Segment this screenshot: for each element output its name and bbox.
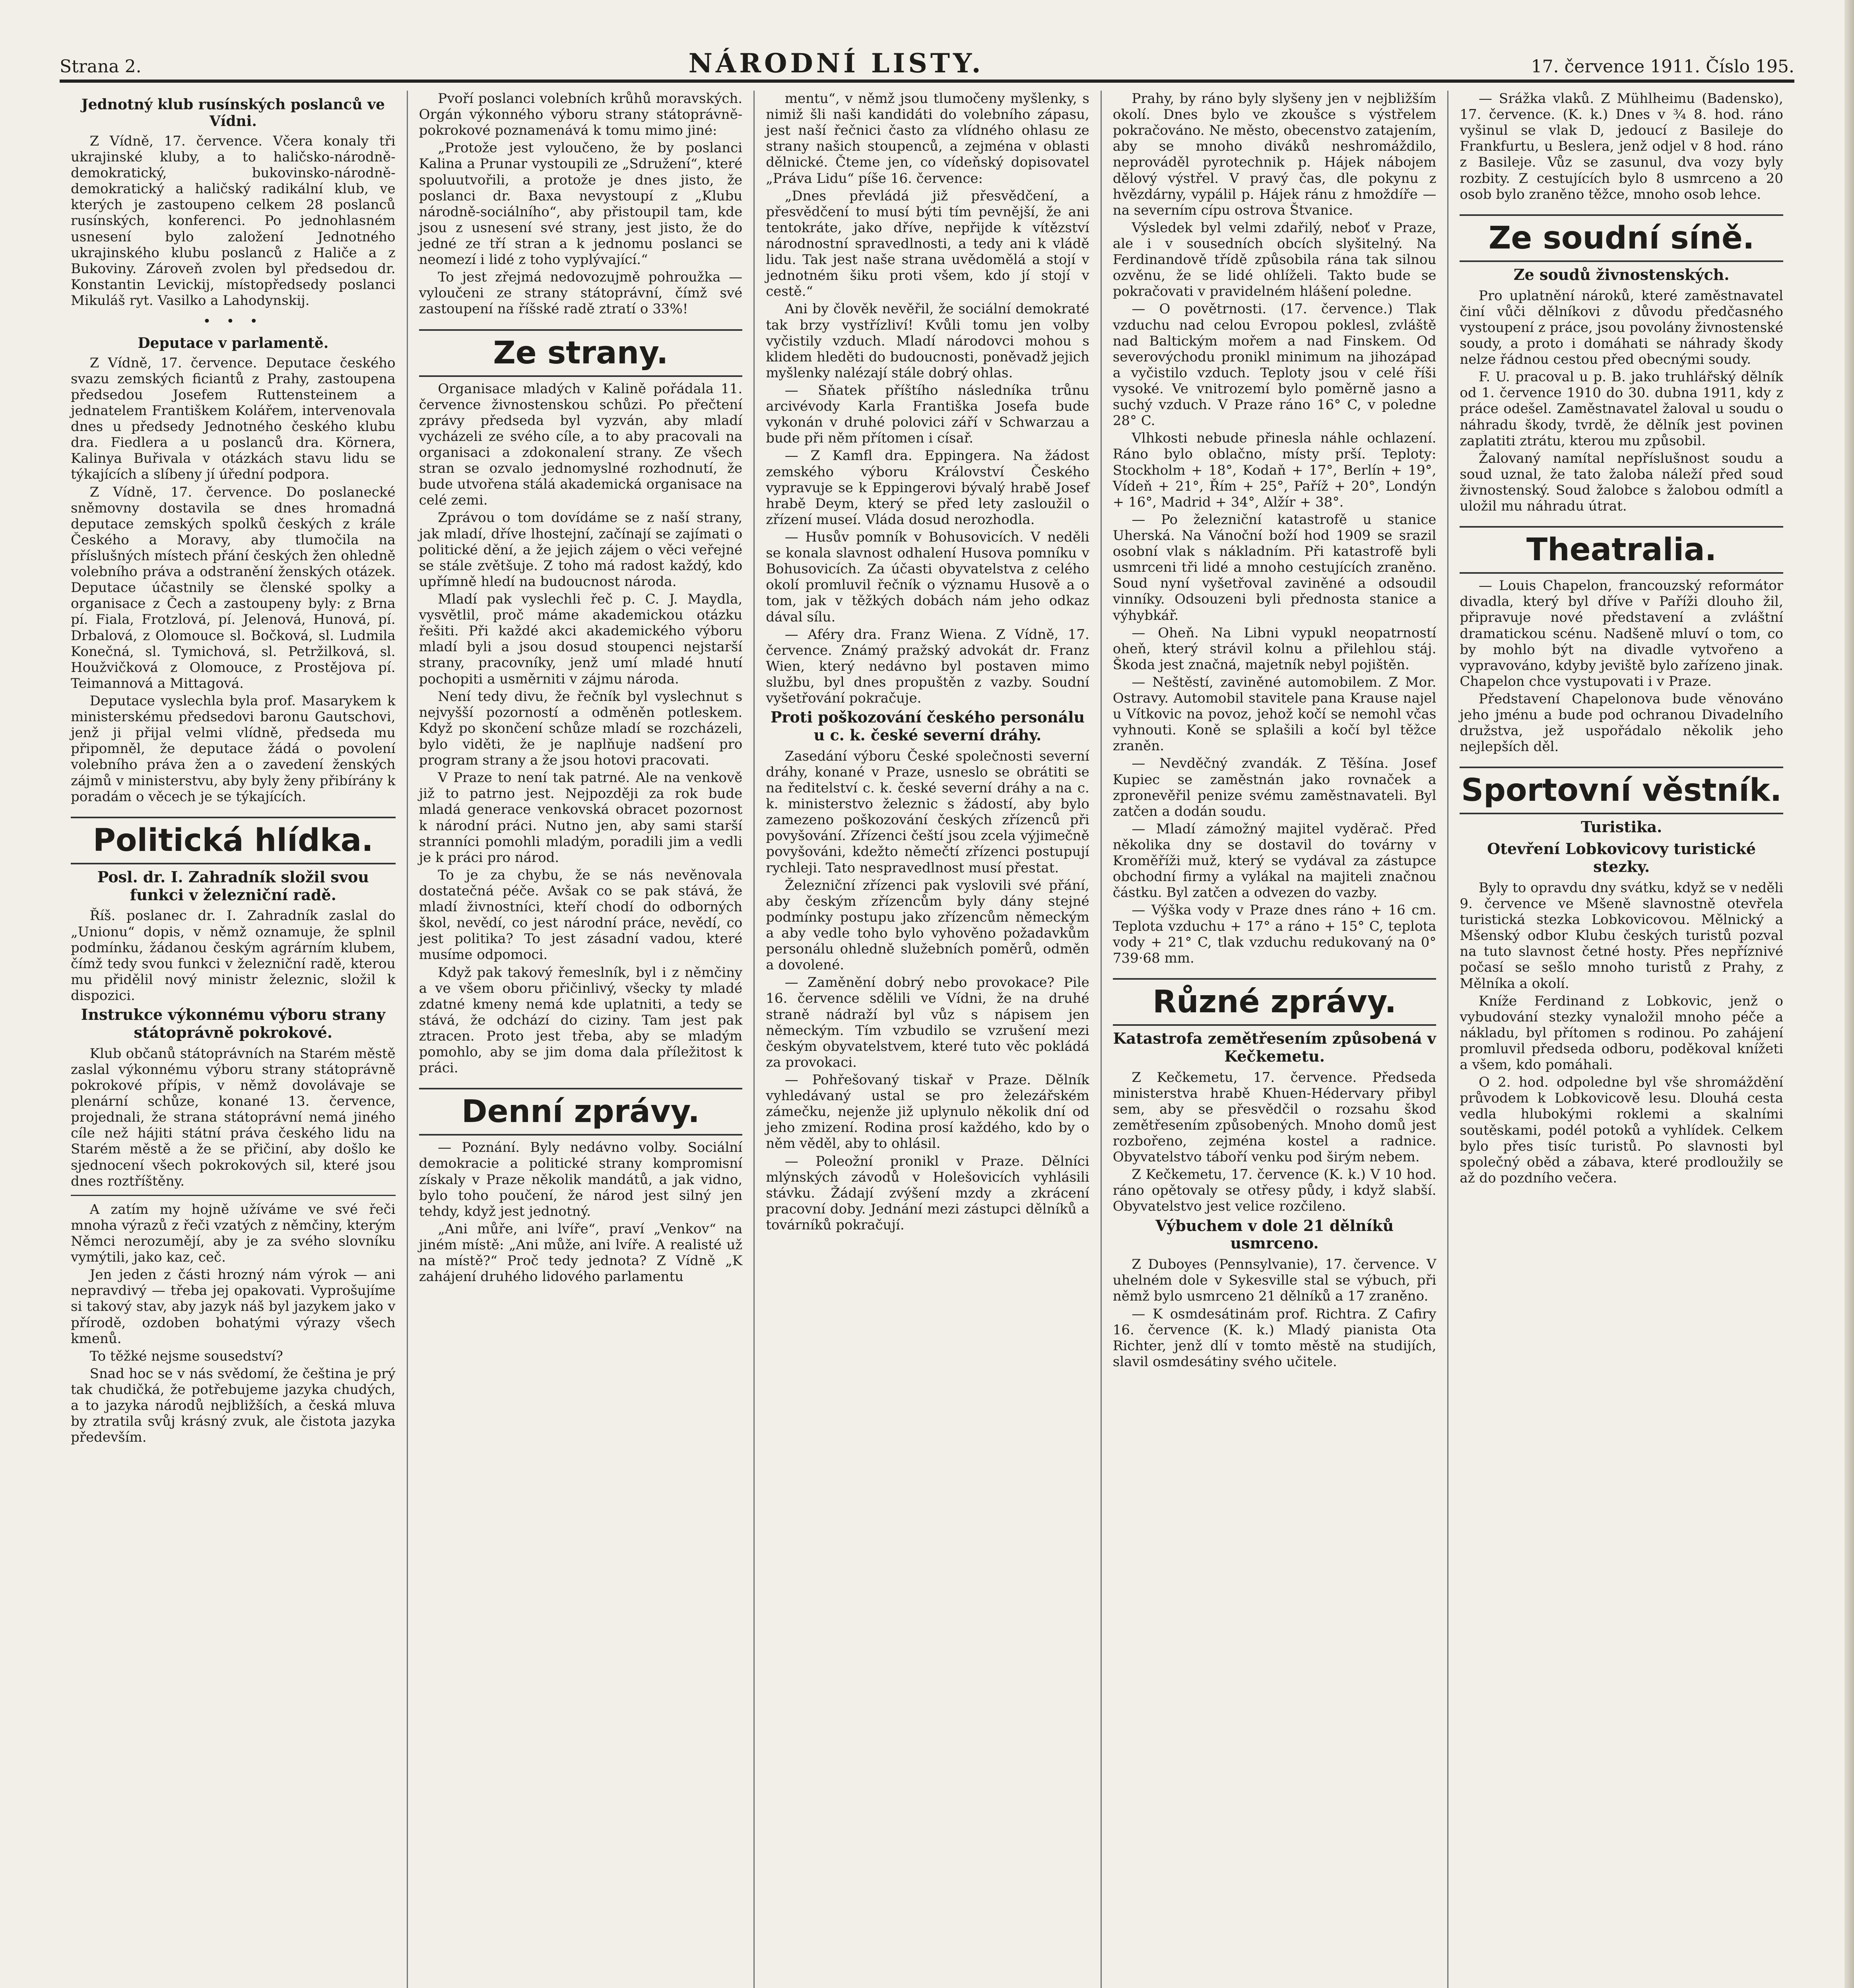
article-paragraph: — Poleožní pronikl v Praze. Dělníci mlýnských závodů v Holešovicích vyhlásili stávku. Žádají zvýšení mzdy a zkrácení pracovní doby. Jednání mezi zástupci dělníků a továrníků pokračují. — [766, 1153, 1089, 1233]
article-heading: Instrukce výkonnému výboru strany státoprávně pokrokové. — [81, 1006, 386, 1041]
article-paragraph: Zasedání výboru České společnosti severní dráhy, konané v Praze, usneslo se obrátiti se na ředitelství c. k. české severní dráhy a na c. k. ministerstvo železnic s žádostí, aby bylo zamezeno poškozování českých zřízenců při povyšování. Zřízenci čeští jsou zcela výjimečně povyšováni, kdežto němečtí zřízenci postupují rychleji. Tato nespravedlnost musí přestat. — [766, 748, 1089, 876]
article-paragraph: — Aféry dra. Franz Wiena. Z Vídně, 17. července. Známý pražský advokát dr. Franz Wien, který nedávno byl postaven mimo službu, byl dnes propuštěn z vazby. Soudní vyšetřování pokračuje. — [766, 626, 1089, 707]
column-1 — [60, 91, 407, 1988]
newspaper-title: NÁRODNÍ LISTY. — [688, 48, 984, 79]
article-paragraph: „Protože jest vyloučeno, že by poslanci Kalina a Prunar vystoupili ze „Sdružení“, které spoluutvořili, a protože je dnes jisto, že poslanci dr. Baxa nevystoupí z „Klubu národně-sociálního“, aby přistoupil tam, kde jsou z usnesení své strany, jest jisto, že do jedné ze tří stran a k jednomu poslanci se neomezí i lidé z toho vyplývající.“ — [419, 140, 743, 268]
article-heading: Jednotný klub rusínských poslanců ve Vídni. — [81, 96, 385, 130]
article-heading: Posl. dr. I. Zahradník složil svou funkci v železniční radě. — [97, 868, 369, 904]
article-paragraph: Představení Chapelonova bude věnováno jeho jménu a bude pod ochranou Divadelního družstva, jež uspořádalo několik jeho nejlepších děl. — [1460, 691, 1783, 755]
article-paragraph: Deputace vyslechla byla prof. Masarykem k ministerskému předsedovi baronu Gautschovi, jenž ji přijal velmi vlídně, předseda mu připomněl, že deputace žádá o povolení volebního práva žen a o zavedení ženských zájmů v ministerstvu, aby byly ženy přibírány k poradám o věcech je se týkajících. — [71, 693, 396, 805]
article-paragraph: „Dnes převládá již přesvědčení, a přesvědčení to musí býti tím pevnější, že ani tentokráte, jako dříve, nepřijde k vítězství národnostní spravedlnosti, a tedy ani k vládě lidu. Tak jest naše strana uvědomělá a stojí v jednotném šiku proti všem, kdo jí stojí v cestě.“ — [766, 188, 1089, 300]
article-paragraph: Kníže Ferdinand z Lobkovic, jenž o vybudování stezky vynaložil mnoho péče a nákladu, byl přítomen s rodinou. Po zahájení promluvil předseda odboru, poděkoval knížeti a všem, kdo pomáhali. — [1460, 993, 1783, 1073]
article-paragraph: To je za chybu, že se nás nevěnovala dostatečná péče. Avšak co se pak stává, že mladí živnostníci, kteří chodí do odborných škol, nevědí, co jest národní práce, nevědí, co jest politika? To jest zásadní vadou, které musíme odpomoci. — [419, 867, 743, 963]
article-paragraph: Byly to opravdu dny svátku, když se v neděli 9. července ve Mšeně slavnostně otevřela turistická stezka Lobkovicovou. Mělnický a Mšenský odbor Klubu českých turistů pozval na tuto slavnost četné hosty. Přes nepříznivé počasí se sešlo mnoho turistů z Prahy, z Mělníka a okolí. — [1460, 879, 1783, 992]
article-paragraph: Říš. poslanec dr. I. Zahradník zaslal do „Unionu“ dopis, v němž oznamuje, že splnil podmínku, žádanou českým agrárním klubem, čímž tedy svou funkci v železniční radě, kterou mu přidělil nový ministr železnic, složil k dispozici. — [71, 908, 396, 1004]
section-heading: Sportovní věstník. — [1460, 767, 1783, 814]
article-paragraph: A zatím my hojně užíváme ve své řeči mnoha výrazů z řeči vzatých z němčiny, kterým Němci nerozumějí, aby je za svého slovníku vymýtili, jako kaz, ceč. — [71, 1201, 396, 1266]
divider — [71, 1195, 396, 1196]
article-paragraph: Prahy, by ráno byly slyšeny jen v nejbližším okolí. Dnes bylo ve zkoušce s výstřelem pokračováno. Ne město, obecenstvo zatajením, aby se mnoho diváků neshromáždilo, neprováděl pyrotechnik p. Hájek nábojem dělový výstřel. V pravý čas, dle pokynu z hvězdárny, vypálil p. Hájek ránu z hmoždíře — na severním cípu ostrova Štvanice. — [1112, 91, 1437, 218]
article-paragraph: Ani by člověk nevěřil, že sociální demokraté tak brzy vystřízliví! Kvůli tomu jen volby vyčistily vzduch. Mladí národovci mohou s klidem hleděti do budoucnosti, poněvadž jejich myšlenky nalézají stále dobrý ohlas. — [766, 301, 1089, 381]
article-paragraph: Pro uplatnění nároků, které zaměstnavatel činí vůči dělníkovi z důvodu předčasného vystoupení z práce, jsou povolány živnostenské soudy, a proto i domáhati se náhrady škody nelze řádnou cestou před obecnými soudy. — [1460, 287, 1783, 368]
article-paragraph: — Pohřešovaný tiskař v Praze. Dělník vyhledávaný ustal se pro železářském zámečku, nejenže již uplynulo několik dní od jeho zmizení. Rodina prosí každého, kdo by o něm věděl, aby to ohlásil. — [766, 1072, 1089, 1152]
article-paragraph: — O povětrnosti. (17. července.) Tlak vzduchu nad celou Evropou poklesl, zvláště nad Baltickým mořem a nad Finskem. Od severovýchodu pronikl minimum na jihozápad a vyčistilo vzduch. Teploty jsou v celé říši vysoké. Ve vnitrozemí bylo poměrně jasno a suchý vzduch. V Praze ráno 16° C, v poledne 28° C. — [1112, 301, 1437, 429]
article-paragraph: — Louis Chapelon, francouzský reformátor divadla, který byl dříve v Paříži dlouho žil, připravuje nové představení a zvláštní dramatickou scénu. Nadšeně mluví o tom, co by mohlo být na divadle vytvořeno a vypravováno, kdyby jeviště bylo zařízeno jinak. Chapelon chce vystupovati i v Praze. — [1460, 578, 1783, 689]
article-paragraph: V Praze to není tak patrné. Ale na venkově již to patrno jest. Nejpozději za rok bude mladá generace venkovská obracet pozornost k národní práci. Nutno jen, aby sami starší stranníci pomohli mladým, poradili jim a vedli je k práci pro národ. — [419, 770, 743, 866]
article-paragraph: Z Vídně, 17. července. Do poslanecké sněmovny dostavila se dnes hromadná deputace zemských spolků českých z krále Českého a Moravy, aby tlumočila na příslušných místech přání českých žen ohledně volebního práva a odstranění ženských otázek. Deputace účastnily se členské spolky a organisace z Čech a zastoupeny byly: z Brna pí. Fiala, Frotzlová, pí. Jelenová, Hunová, pí. Drbalová, z Olomouce sl. Bočková, sl. Ludmila Konečná, sl. Tymichová, sl. Petržilková, sl. Houžvičková z Olomouce, z Prostějova pí. Teimannová a Mittagová. — [71, 484, 396, 691]
article-paragraph: — Nevděčný zvandák. Z Těšína. Josef Kupiec se zaměstnán jako rovnaček a zpronevěřil penize svému zaměstnavateli. Byl zatčen a dodán soudu. — [1112, 755, 1437, 819]
article-paragraph: F. U. pracoval u p. B. jako truhlářský dělník od 1. července 1910 do 30. dubna 1911, kdy z práce odešel. Zaměstnavatel žaloval u soudu o náhradu škody, tvrdě, že dělník jest povinen zaplatiti ztrátu, kterou mu způsobil. — [1460, 369, 1783, 449]
column-5 — [1447, 91, 1794, 1988]
article-heading: Otevření Lobkovicovy turistické stezky. — [1487, 840, 1756, 876]
article-paragraph: Snad hoc se v nás svědomí, že čeština je prý tak chudičká, že potřebujeme jazyka chudých, a to jazyka národů nejbližších, a česká mluva by ztratila svůj krásný zvuk, ale čistota jazyka především. — [71, 1365, 396, 1446]
section-heading: Ze strany. — [419, 329, 743, 377]
article-heading: Katastrofa zemětřesením způsobená v Kečkemetu. — [1113, 1029, 1436, 1065]
article-paragraph: Zprávou o tom dovídáme se z naší strany, jak mladí, dříve lhostejní, začínají se zajímati o politické dění, a že jejich zájem o věci veřejné se stále zvětšuje. Z toho má radost každý, kdo upřímně hledí na budoucnost národa. — [419, 510, 743, 590]
article-paragraph: Vlhkosti nebude přinesla náhle ochlazení. Ráno bylo oblačno, místy prší. Teploty: Stockholm + 18°, Kodaň + 17°, Berlín + 19°, Vídeň + 21°, Řím + 25°, Paříž + 20°, Londýn + 16°, Madrid + 34°, Alžír + 38°. — [1112, 430, 1437, 510]
article-paragraph: — K osmdesátinám prof. Richtra. Z Cafiry 16. července (K. k.) Mladý pianista Ota Richter, jenž dlí v tomto městě na studijích, slavil osmdesátiny svého učitele. — [1112, 1306, 1437, 1370]
article-paragraph: „Ani můře, ani lvíře“, praví „Venkov“ na jiném místě: „Ani může, ani lvíře. A realisté už na místě?“ Proč tedy jednota? Z Vídně „K zahájení druhého lidového parlamentu — [419, 1221, 743, 1285]
column-2 — [407, 91, 754, 1988]
article-paragraph: Pvoří poslanci volebních krůhů moravských. Orgán výkonného výboru strany státoprávně-pokrokové poznamenává k tomu mimo jiné: — [419, 91, 743, 139]
column-3 — [753, 91, 1101, 1988]
article-paragraph: Výsledek byl velmi zdařilý, neboť v Praze, ale i v sousedních obcích slyšitelný. Na Ferdinandově třídě způsobila rána tak silnou ozvěnu, že se lidé ohlíželi. Takto bude se pokračovati v pravidelném hlášení poledne. — [1112, 219, 1437, 300]
article-heading: Ze soudů živnostenských. — [1513, 265, 1730, 283]
section-heading: Různé zprávy. — [1113, 978, 1437, 1026]
article-paragraph: Mladí pak vyslechli řeč p. C. J. Maydla, vysvětlil, proč máme akademickou otázku řešiti. Při každé akci akademického výboru mladí byli a jsou dosud stoupenci nejstarší strany, pracovníky, jenž umí mladé hnutí pochopiti a usměrniti v zájmu národa. — [419, 591, 743, 687]
article-paragraph: — Po železniční katastrofě u stanice Uherská. Na Vánoční boží hod 1909 se srazil osobní vlak s nákladním. Při katastrofě byli usmrceni tři lidé a mnoho cestujících zraněno. Soud nyní vyšetřoval zaviněné a odsoudil vinníky. Odsouzeni byli přednosta stanice a výhybkář. — [1112, 511, 1437, 623]
article-paragraph: Klub občanů státoprávních na Starém městě zaslal výkonnému výboru strany státoprávně pokrokové přípis, v němž dovolávaje se plenární schůze, konané 13. července, projednali, že strana státoprávní nemá jiného cíle než hájiti státní práva českého lidu na Starém městě a že se přičiní, aby došlo ke sjednocení všech pokrokových sil, které jsou dnes roztříštěny. — [71, 1045, 396, 1189]
masthead — [60, 48, 1794, 83]
article-paragraph: — Srážka vlaků. Z Mühlheimu (Badensko), 17. července. (K. k.) Dnes v ¾ 8. hod. ráno vyšinul se vlak D, jedoucí z Basileje do Frankfurtu, u Beslera, jenž odjel v 8 hod. ráno z Basileje. Vůz se zasunul, dva vozy byly rozbity. Z cestujících bylo 8 usmrceno a 20 osob bylo zraněno těžce, mnoho osob lehce. — [1460, 91, 1783, 202]
article-paragraph: — Zaměnění dobrý nebo provokace? Pile 16. července sdělili ve Vídni, že na druhé straně nádraží byl vůz s nápisem jen německým. Tím vzbudilo se vzrušení mezi českým obyvatelstvem, které tuto věc pokládá za provokaci. — [766, 975, 1089, 1070]
article-heading: Proti poškozování českého personálu u c. k. české severní dráhy. — [770, 708, 1085, 744]
article-paragraph: Když pak takový řemeslník, byl i z němčiny a ve všem oboru přičinlivý, všecky ty mladé zdatné kmeny nemá kde uplatniti, a tedy se stává, že odchází do ciziny. Tam jest pak ztracen. Proto jest třeba, aby se mladým pomohlo, aby se jim doma dala příležitost k práci. — [419, 964, 743, 1076]
article-heading: Výbuchem v dole 21 dělníků usmrceno. — [1155, 1216, 1394, 1252]
article-paragraph: Z Vídně, 17. července. Včera konaly tři ukrajinské kluby, a to haličsko-národně-demokratický, bukovinsko-národně-demokratický a haličský radikální klub, ve kterých je zastoupeno celkem 28 poslanců rusínských, konferenci. Po jednohlasném usnesení bylo založení Jednotného ukrajinského klubu poslanců z Haliče a z Bukoviny. Zároveň zvolen byl předsedou dr. Konstantin Levickij, místopředsedy poslanci Mikuláš ryt. Vasilko a Lahodynskij. — [71, 133, 396, 309]
page-edge — [1844, 0, 1854, 1988]
article-paragraph: Z Vídně, 17. července. Deputace českého svazu zemských ficiantů z Prahy, zastoupena předsedou Josefem Ruttensteinem a jednatelem Františkem Kolářem, intervenovala dnes u předsedy Jednotného českého klubu dra. Fiedlera a u poslanců dra. Körnera, Kalinya Buřivala v otázkách stavu lidu se týkajících a slíbeny jí úřední podpora. — [71, 355, 396, 483]
article-paragraph: — Výška vody v Praze dnes ráno + 16 cm. Teplota vzduchu + 17° a ráno + 15° C, teplota vody + 21° C, tlak vzduchu redukovaný na 0° 739·68 mm. — [1112, 902, 1437, 966]
section-heading: Politická hlídka. — [71, 817, 396, 864]
article-paragraph: Z Kečkemetu, 17. července. Předseda ministerstva hrabě Khuen-Hédervary přibyl sem, aby se přesvědčil o rozsahu škod zemětřesením způsobených. Mnoho domů jest rozbořeno, zejména kostel a radnice. Obyvatelstvo táboří venku pod širým nebem. — [1112, 1069, 1437, 1165]
article-paragraph: Organisace mladých v Kalině pořádala 11. července živnostenskou schůzi. Po přečtení zprávy předseda byl vyzván, aby mladí vycházeli ze svého cíle, a to aby pracovali na organisaci a zdokonalení strany. Ze všech stran se ozvalo jednomyslné rozhodnutí, že bude utvořena stálá akademická organisace na celé zemi. — [419, 381, 743, 509]
section-heading: Theatralia. — [1460, 526, 1783, 574]
columns — [60, 91, 1794, 1988]
article-paragraph: — Husův pomník v Bohusovicích. V neděli se konala slavnost odhalení Husova pomníku v Bohusovicích. Za účasti obyvatelstva z celého okolí promluvil řečník o významu Husově a o tom, jak v těžkých dobách nám jeho odkaz dával sílu. — [766, 529, 1089, 625]
article-paragraph: — Neštěstí, zaviněné automobilem. Z Mor. Ostravy. Automobil stavitele pana Krause najel u Vítkovic na povoz, jehož kočí se nemohl včas vyhnouti. Koně se splašili a kočí byl těžce zraněn. — [1112, 674, 1437, 754]
article-paragraph: — Oheň. Na Libni vypukl neopatrností oheň, který strávil kolnu a přilehlou stáj. Škoda jest značná, majetník nebyl pojištěn. — [1112, 625, 1437, 673]
article-paragraph: Železniční zřízenci pak vyslovili své přání, aby českým zřízencům byly dány stejné podmínky postupu jako zřízencům německým a aby vedle toho bylo vyhověno požadavkům personálu ohledně služebních poměrů, odměn a dovolené. — [766, 877, 1089, 973]
article-paragraph: Jen jeden z části hrozný nám výrok — ani nepravdivý — třeba jej opakovati. Vyprošujíme si takový stav, aby jazyk náš byl jazykem jako v přírodě, ozdoben bohatými výrazy všech kmenů. — [71, 1267, 396, 1347]
article-paragraph: Z Duboyes (Pennsylvanie), 17. července. V uhelném dole v Sykesville stal se výbuch, při němž bylo usmrceno 21 dělníků a 17 zraněno. — [1112, 1256, 1437, 1305]
article-paragraph: — Sňatek příštího následníka trůnu arcivévody Karla Františka Josefa bude vykonán v druhé polovici září v Schwarzau a bude při něm přítomen i císař. — [766, 382, 1089, 447]
article-heading: Deputace v parlamentě. — [138, 335, 329, 352]
article-paragraph: mentu“, v němž jsou tlumočeny myšlenky, s nimiž šli naši kandidáti do volebního zápasu, jest naší řečnici často za vlídného ohlasu ze strany našich stoupenců, a zejména v oblasti dělnické. Čteme jen, co vídeňský dopisovatel „Práva Lidu“ píše 16. července: — [766, 91, 1089, 186]
section-heading: Ze soudní síně. — [1460, 214, 1783, 262]
article-heading: Turistika. — [1580, 818, 1662, 836]
article-paragraph: To jest zřejmá nedovozujmě pohroužka — vyloučeni ze strany státoprávní, čímž své zastoupení na říšské radě ztratí o 33%! — [419, 269, 743, 317]
section-heading: Denní zprávy. — [419, 1088, 743, 1136]
article-paragraph: — Poznání. Byly nedávno volby. Sociální demokracie a politické strany kompromisní získaly v Praze několik mandátů, a jak vidno, bylo toho poučení, že národ jest silný jen tehdy, když jest jednotný. — [419, 1140, 743, 1219]
article-paragraph: — Mladí zámožný majitel vyděrač. Před několika dny se dostavil do továrny v Kroměříži muž, který se vydával za zástupce obchodní firmy a vylákal na majiteli značnou částku. Byl zatčen a odvezen do vazby. — [1112, 821, 1437, 901]
article-paragraph: Není tedy divu, že řečník byl vyslechnut s nejvyšší pozorností a odměněn potleskem. Když po skončení schůze mladí se rozcházeli, bylo viděti, že je naplňuje nadšení pro program strany a že jsou hotovi pracovati. — [419, 688, 743, 769]
page-number: Strana 2. — [60, 56, 142, 77]
column-4 — [1101, 91, 1448, 1988]
issue-date: 17. července 1911. Číslo 195. — [1531, 56, 1794, 77]
article-paragraph: O 2. hod. odpoledne byl vše shromáždění průvodem k Lobkovicově lesu. Dlouhá cesta vedla hlubokými roklemi a skalními soutěskami, podél potoků a vyhlídek. Celkem bylo přes tisíc turistů. Po slavnosti byl společný oběd a zábava, které prodloužily se až do pozdního večera. — [1460, 1074, 1783, 1186]
separator: • • • — [203, 313, 264, 330]
article-paragraph: To těžké nejsme sousedství? — [89, 1348, 283, 1364]
article-paragraph: Žalovaný namítal nepříslušnost soudu a soud uznal, že tato žaloba náleží před soud živnostenský. Soud žalobce s žalobou odmítl a uložil mu náhradu útrat. — [1460, 450, 1783, 514]
article-paragraph: Z Kečkemetu, 17. července (K. k.) V 10 hod. ráno opětovaly se otřesy půdy, i když slabší. Obyvatelstvo jest velice rozčileno. — [1112, 1167, 1437, 1215]
article-paragraph: — Z Kamfl dra. Eppingera. Na žádost zemského výboru Království Českého vypravuje se k Eppingerovi bývalý hrabě Josef hrabě Deym, který se před lety zasloužil o zřízení museí. Vláda dosud nerozhodla. — [766, 448, 1089, 528]
